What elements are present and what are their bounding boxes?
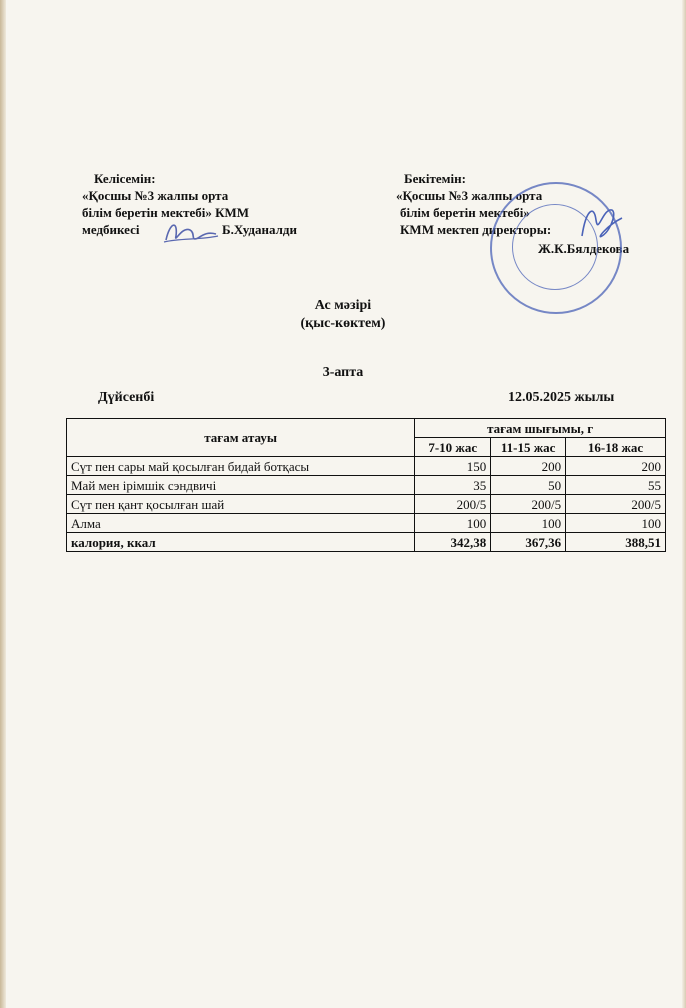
left-school-line1: «Қосшы №3 жалпы орта (82, 188, 229, 203)
header-dish-name: тағам атауы (67, 419, 415, 457)
dish-value: 150 (415, 457, 491, 476)
dish-value: 100 (566, 514, 666, 533)
dish-value: 200 (491, 457, 566, 476)
day-of-week: Дүйсенбі (98, 390, 155, 405)
header-output: тағам шығымы, г (415, 419, 666, 438)
right-school-line1: «Қосшы №3 жалпы орта (396, 188, 543, 203)
table-row (67, 495, 666, 514)
dish-value: 100 (415, 514, 491, 533)
nurse-label: медбикесі (82, 222, 140, 237)
dish-value: 200/5 (415, 495, 491, 514)
calorie-value: 342,38 (415, 533, 491, 552)
nurse-signature (160, 216, 222, 248)
paper-edge-right (682, 0, 686, 1008)
header-age-1: 7-10 жас (415, 438, 491, 457)
dish-value: 55 (566, 476, 666, 495)
paper-edge-left (0, 0, 6, 1008)
dish-value: 200/5 (491, 495, 566, 514)
calorie-label: калория, ккал (67, 533, 415, 552)
table-row (67, 514, 666, 533)
agree-heading: Келісемін: (94, 171, 156, 186)
dish-name: Май мен ірімшік сэндвичі (67, 476, 415, 495)
left-school-line2: білім беретін мектебі» КММ (82, 205, 250, 220)
approve-heading: Бекітемін: (404, 171, 466, 186)
dish-value: 200/5 (566, 495, 666, 514)
director-signature (572, 200, 632, 246)
week-label: 3-апта (322, 365, 364, 380)
dish-value: 100 (491, 514, 566, 533)
director-label: КММ мектеп директоры: (400, 222, 552, 237)
calorie-value: 388,51 (566, 533, 666, 552)
right-school-line2: білім беретін мектебі» (400, 205, 530, 220)
menu-title: Ас мәзірі (314, 298, 372, 313)
menu-season: (қыс-көктем) (300, 316, 386, 331)
calorie-total-row (67, 533, 666, 552)
table-header-row (67, 419, 666, 438)
director-name: Ж.К.Бялдекова (538, 241, 630, 256)
menu-table (66, 418, 666, 552)
table-row (67, 457, 666, 476)
table-row (67, 476, 666, 495)
dish-value: 35 (415, 476, 491, 495)
dish-name: Сүт пен қант қосылған шай (67, 495, 415, 514)
dish-value: 200 (566, 457, 666, 476)
calorie-value: 367,36 (491, 533, 566, 552)
dish-name: Сүт пен сары май қосылған бидай ботқасы (67, 457, 415, 476)
dish-value: 50 (491, 476, 566, 495)
nurse-name: Б.Худаналди (222, 222, 297, 237)
header-age-2: 11-15 жас (491, 438, 566, 457)
dish-name: Алма (67, 514, 415, 533)
menu-date: 12.05.2025 жылы (508, 390, 615, 405)
header-age-3: 16-18 жас (566, 438, 666, 457)
